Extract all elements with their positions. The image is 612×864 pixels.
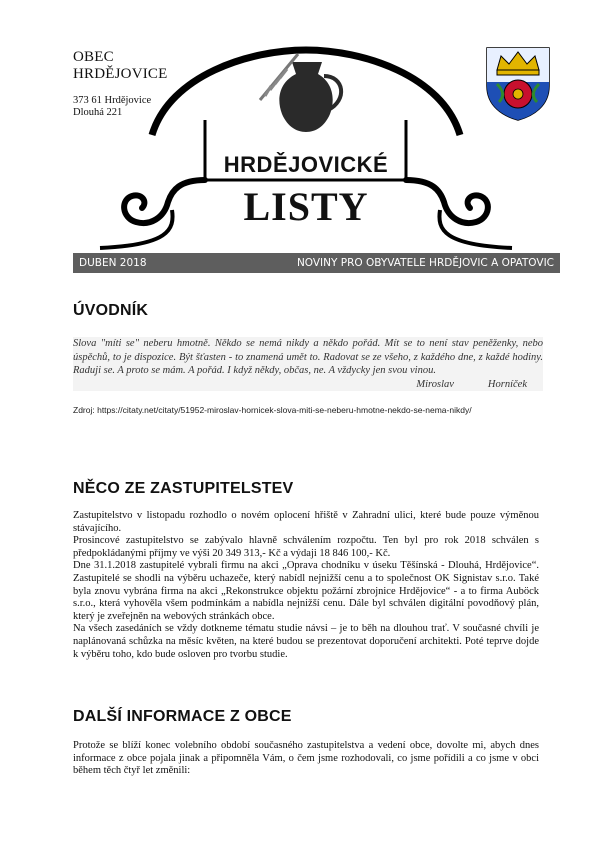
newspaper-subtitle: NOVINY PRO OBYVATELE HRDĚJOVIC A OPATOVIC (296, 257, 554, 269)
masthead-title-line1: HRDĚJOVICKÉ (223, 152, 389, 177)
more-info-text (73, 740, 539, 778)
masthead-title-line2: LISTY (243, 184, 369, 229)
jug-with-wheat-icon (260, 54, 341, 132)
council-paragraph: Zastupitelstvo v listopadu rozhodlo o novém oplocení hřiště v Zahradní ulici, které bude pouze výměnou stávajícího. (73, 510, 539, 534)
issue-date: DUBEN 2018 (79, 257, 147, 269)
quote-text: Slova "míti se" neberu hmotně. Někdo se nemá nikdy a někdo pořád. Mít se to není stav peněženky, nebo úspěchů, to je dispozice. Být šťasten - to znamená umět to. Radovat se ze všeho, z každého dne, z každé hodiny. Raduji se. A proto se mám. A pořád. I když někdy, občas, ne. A vždycky jen svou vinou. (73, 338, 543, 376)
heading-uvodnik: ÚVODNÍK (73, 302, 149, 319)
quote-source-link[interactable]: Zdroj: https://citaty.net/citaty/51952-miroslav-hornicek-slova-miti-se-neberu-hmotne-nekdo-se-nema-nikdy/ (73, 405, 472, 415)
council-paragraph: Prosincové zastupitelstvo se zabývalo hlavně schválením rozpočtu. Ten byl pro rok 2018 schválen s předpokládanými příjmy ve výši 20 349 313,- Kč a výdaji 18 846 100,- Kč. (73, 535, 539, 559)
heading-zastupitelstvo: NĚCO ZE ZASTUPITELSTEV (73, 480, 294, 497)
council-paragraph: Dne 31.1.2018 zastupitelé vybrali firmu na akci „Oprava chodníku v úseku Těšínská - Dlouhá, Hrdějovice“. Zastupitelé se shodli na výběru uchazeče, který nabídl nejnižší cenu a to společnost OK Signistav s.r.o. Také byla znovu vybrána firma na akci „Rekonstrukce objektu požární zbrojnice Hrdějovice“ - a to firma Auböck s.r.o., která vyhověla všem podmínkám a nabídla nejnižší cenu. Dále byl schválen digitální povodňový plán, který je zveřejněn na webových stránkách obce. (73, 560, 539, 622)
municipality-name-line2: HRDĚJOVICE (73, 66, 168, 82)
municipality-name-line1: OBEC (73, 49, 114, 65)
opening-quote (73, 337, 543, 391)
heading-dalsi-informace: DALŠÍ INFORMACE Z OBCE (73, 708, 292, 725)
quote-author-first: Miroslav (416, 378, 454, 390)
address-line1: 373 61 Hrdějovice (73, 95, 152, 106)
more-info-paragraph: Protože se blíží konec volebního období současného zastupitelstva a vedení obce, dovolte mi, abych dnes informace z obce pojala jinak a připomněla Vám, o čem jsme rozhodovali, co jsme pořídili a co jsme v obci během těch čtyř let změnili: (73, 740, 539, 777)
issue-banner (73, 253, 560, 273)
address-line2: Dlouhá 221 (73, 107, 123, 118)
quote-author-last: Horníček (487, 378, 527, 390)
council-news-text (73, 510, 539, 661)
council-paragraph: Na všech zasedáních se vždy dotkneme tématu studie návsi – je to běh na dlouhou trať. V současné chvíli je naplánovaná schůzka na měsíc květen, na které budou se prezentovat doporučení architekti. Poté teprve dojde k výběru toho, kdo bude osloven pro tvorbu studie. (73, 623, 539, 660)
coat-of-arms-icon (483, 44, 553, 122)
quote-author (73, 378, 543, 392)
